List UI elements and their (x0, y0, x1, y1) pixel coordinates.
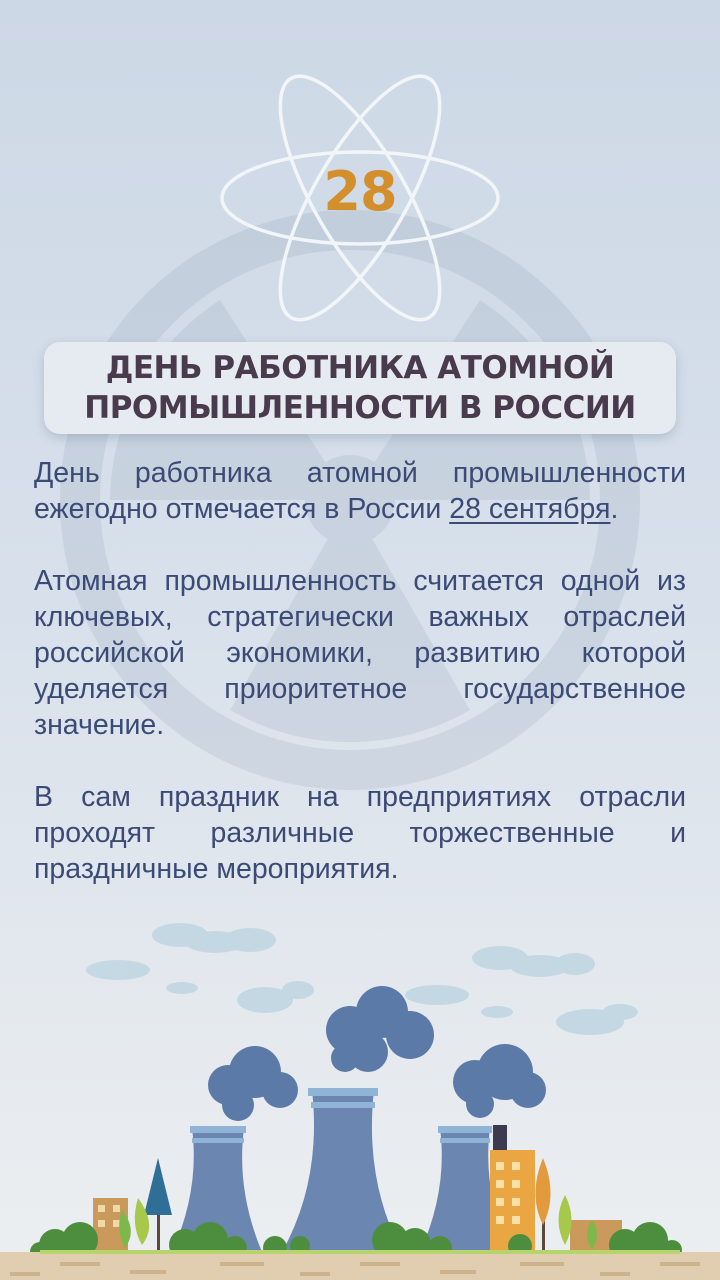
paragraph-1-text: День работника атомной промышленности ежегодно отмечается в России (34, 457, 686, 525)
paragraph-1-end: . (610, 493, 619, 525)
title-banner (44, 342, 676, 434)
paragraph-2: Атомная промышленность считается одной из ключевых, стратегически важных отраслей российской экономики, развитию которой уделяется приоритетное государственное значение. (34, 565, 686, 741)
date-link[interactable]: 28 сентября (449, 493, 611, 525)
paragraph-1 (34, 455, 686, 527)
article-body (34, 455, 686, 923)
title-line-1: ДЕНЬ РАБОТНИКА АТОМНОЙ (105, 350, 615, 386)
date-number: 28 (323, 160, 397, 223)
page-title (84, 348, 635, 428)
paragraph-3: В сам праздник на предприятиях отрасли проходят различные торжественные и праздничные мероприятия. (34, 781, 686, 885)
power-plant-illustration (0, 900, 720, 1280)
title-line-2: ПРОМЫШЛЕННОСТИ В РОССИИ (84, 390, 636, 426)
